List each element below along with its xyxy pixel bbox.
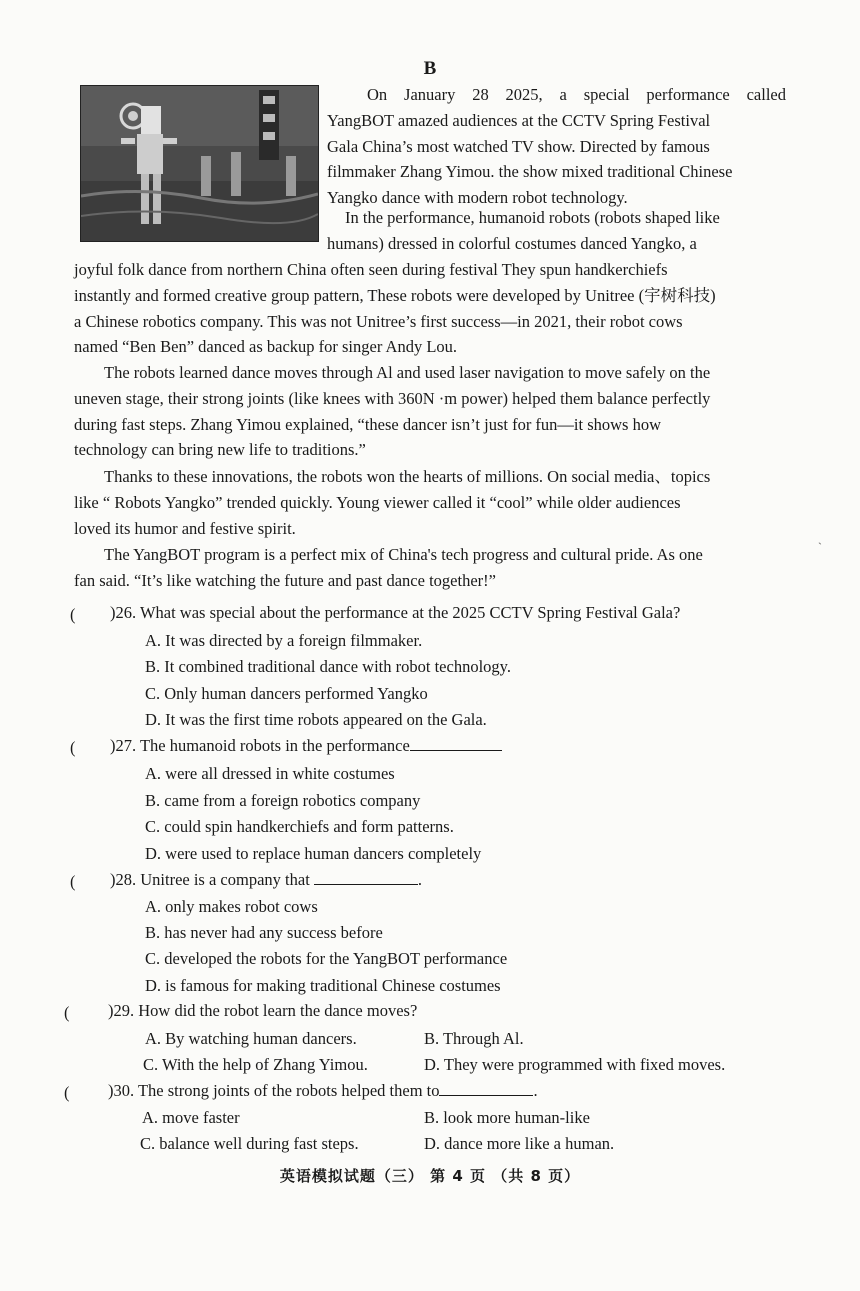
p3-line: during fast steps. Zhang Yimou explained, “these dancer isn’t just for fun—it shows how xyxy=(74,414,662,434)
question-27-text: )27. The humanoid robots in the performance xyxy=(110,736,410,755)
p2-line: joyful folk dance from northern China often seen during festival They spun handkerchiefs xyxy=(74,260,668,279)
answer-blank[interactable] xyxy=(439,1079,533,1096)
question-27-option-c: C. could spin handkerchiefs and form patterns. xyxy=(145,817,454,836)
robot-dance-photo xyxy=(80,85,319,242)
question-28-option-b: B. has never had any success before xyxy=(145,923,383,942)
question-30-stem xyxy=(108,1078,538,1105)
answer-paren[interactable]: ( xyxy=(70,738,76,757)
p1-line: Yangko dance with modern robot technology. xyxy=(327,188,628,208)
question-28-option-a: A. only makes robot cows xyxy=(145,897,318,916)
question-27-option-d: D. were used to replace human dancers completely xyxy=(145,844,482,863)
p3-line: The robots learned dance moves through Al and used laser navigation to move safely on the xyxy=(104,363,711,382)
question-30-tail: . xyxy=(533,1081,538,1100)
question-30-option-c: C. balance well during fast steps. xyxy=(140,1134,359,1153)
p4-line: loved its humor and festive spirit. xyxy=(74,518,296,538)
question-28-option-d: D. is famous for making traditional Chinese costumes xyxy=(145,976,501,995)
question-26-option-d: D. It was the first time robots appeared on the Gala. xyxy=(145,710,487,729)
question-26-option-b: B. It combined traditional dance with robot technology. xyxy=(145,657,511,676)
question-29-option-c: C. With the help of Zhang Yimou. xyxy=(143,1055,368,1074)
question-29-option-b: B. Through Al. xyxy=(424,1029,524,1048)
p1-line: On January 28 2025, a special performance called xyxy=(367,85,786,104)
question-27-option-a: A. were all dressed in white costumes xyxy=(145,764,395,783)
answer-paren[interactable]: ( xyxy=(70,872,76,891)
question-29-option-a: A. By watching human dancers. xyxy=(145,1029,357,1048)
p5-line: The YangBOT program is a perfect mix of China's tech progress and cultural pride. As one xyxy=(104,545,703,564)
passage-paragraph-2a xyxy=(327,205,786,257)
question-30-option-b: B. look more human-like xyxy=(424,1108,590,1127)
passage-paragraph-3 xyxy=(74,360,788,463)
question-28-stem xyxy=(110,867,422,894)
question-30-option-a: A. move faster xyxy=(142,1108,240,1127)
p5-line: fan said. “It’s like watching the future and past dance together!” xyxy=(74,570,496,590)
question-28-option-c: C. developed the robots for the YangBOT performance xyxy=(145,949,508,968)
stray-mark: ˋ xyxy=(818,540,822,554)
p2-line: instantly and formed creative group pattern, These robots were developed by Unitree (宇树科技) xyxy=(74,285,716,305)
question-26-stem: )26. What was special about the performance at the 2025 CCTV Spring Festival Gala? xyxy=(110,603,681,622)
p1-line: YangBOT amazed audiences at the CCTV Spring Festival xyxy=(327,110,711,130)
answer-paren[interactable]: ( xyxy=(64,1003,70,1022)
section-title: B xyxy=(423,58,437,79)
answer-blank[interactable] xyxy=(314,868,418,885)
passage-paragraph-2b xyxy=(74,257,788,360)
question-27-option-b: B. came from a foreign robotics company xyxy=(145,791,421,810)
p4-line: Thanks to these innovations, the robots won the hearts of millions. On social media、topics xyxy=(104,467,711,486)
answer-paren[interactable]: ( xyxy=(64,1083,70,1102)
question-28-text: )28. Unitree is a company that xyxy=(110,870,310,889)
question-26-option-c: C. Only human dancers performed Yangko xyxy=(145,684,428,703)
question-27-stem xyxy=(110,733,502,760)
p2-line: a Chinese robotics company. This was not Unitree’s first success—in 2021, their robot cows xyxy=(74,311,683,331)
p3-line: uneven stage, their strong joints (like knees with 360N ·m power) helped them balance perfectly xyxy=(74,388,711,408)
p2-line: humans) dressed in colorful costumes danced Yangko, a xyxy=(327,233,697,253)
answer-blank[interactable] xyxy=(410,734,502,751)
passage-paragraph-5 xyxy=(74,542,788,594)
p1-line: filmmaker Zhang Yimou. the show mixed traditional Chinese xyxy=(327,162,733,182)
p2-line: named “Ben Ben” danced as backup for singer Andy Lou. xyxy=(74,337,458,357)
p1-line: Gala China’s most watched TV show. Directed by famous xyxy=(327,136,710,156)
page-footer: 英语模拟试题（三） 第 4 页 （共 8 页） xyxy=(279,1167,581,1185)
question-30-option-d: D. dance more like a human. xyxy=(424,1134,615,1153)
question-30-text: )30. The strong joints of the robots helped them to xyxy=(108,1081,440,1100)
passage-paragraph-1 xyxy=(327,82,786,211)
question-29-option-d: D. They were programmed with fixed moves. xyxy=(424,1055,726,1074)
p4-line: like “ Robots Yangko” trended quickly. Young viewer called it “cool” while older audiences xyxy=(74,492,681,512)
passage-paragraph-4 xyxy=(74,464,788,541)
question-29-stem: )29. How did the robot learn the dance moves? xyxy=(108,1001,418,1020)
question-28-tail: . xyxy=(417,870,423,889)
question-26-option-a: A. It was directed by a foreign filmmaker. xyxy=(145,631,423,650)
p3-line: technology can bring new life to traditions.” xyxy=(74,440,366,460)
p2-line: In the performance, humanoid robots (robots shaped like xyxy=(345,208,720,227)
answer-paren[interactable]: ( xyxy=(70,605,76,624)
